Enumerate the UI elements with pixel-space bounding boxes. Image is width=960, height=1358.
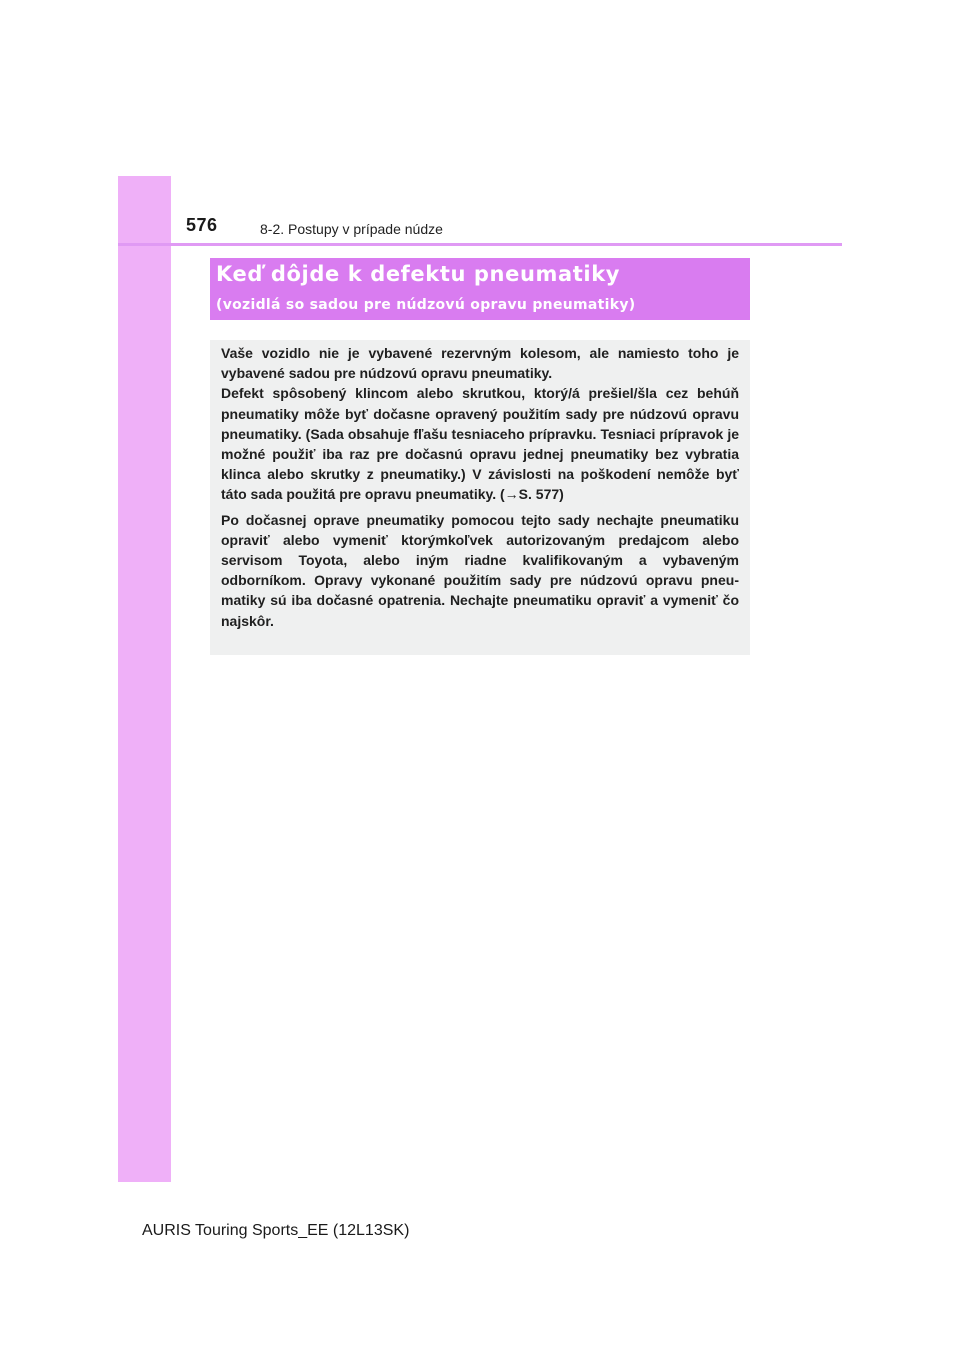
page-subtitle: (vozidlá so sadou pre núdzovú opravu pneumatiky) — [216, 297, 636, 313]
page-title: Keď dôjde k defektu pneumatiky — [216, 262, 621, 286]
info-box — [210, 340, 750, 655]
info-paragraph-1a: Vaše vozidlo nie je vybavené rezervným kolesom, ale namiesto toho je vybavené sadou pre núdzovú opravu pneumatiky. — [221, 345, 739, 382]
header-rule — [118, 243, 842, 246]
title-box — [210, 258, 750, 320]
section-title: 8-2. Postupy v prípade núdze — [260, 221, 443, 237]
page-number: 576 — [186, 215, 218, 235]
info-paragraph-1b: Defekt spôsobený klincom alebo skrutkou, ktorý/á prešiel/šla cez behúň pneumatiky môže byť dočasne opravený použitím sady pre núdzovú opravu pneumatiky. (Sada obsahuje fľašu tesniaceho prípravku. Tesniaci prípravok je možné použiť iba raz pre dočasnú opravu jednej pneumatiky bez vybratia klinca alebo skrutky z pneumatiky.) V závislosti na poškodení nemôže byť táto sada použitá pre opravu pneumatiky. (→S. 577) — [221, 385, 739, 503]
info-paragraph-2: Po dočasnej oprave pneumatiky pomocou tejto sady nechajte pneumatiku opraviť alebo vymeniť ktorýmkoľvek autorizovaným predajcom alebo servisom Toyota, alebo iným riadne kvalifikovaným a vybaveným odborníkom. Opravy vykonané použitím sady pre núdzovú opravu pneumatiky sú iba dočasné opatrenia. Nechajte pneumatiku opraviť a vymeniť čo najskôr. — [221, 511, 739, 629]
chapter-sidebar-tab — [118, 176, 171, 1182]
footer-model-code: AURIS Touring Sports_EE (12L13SK) — [142, 1222, 410, 1239]
